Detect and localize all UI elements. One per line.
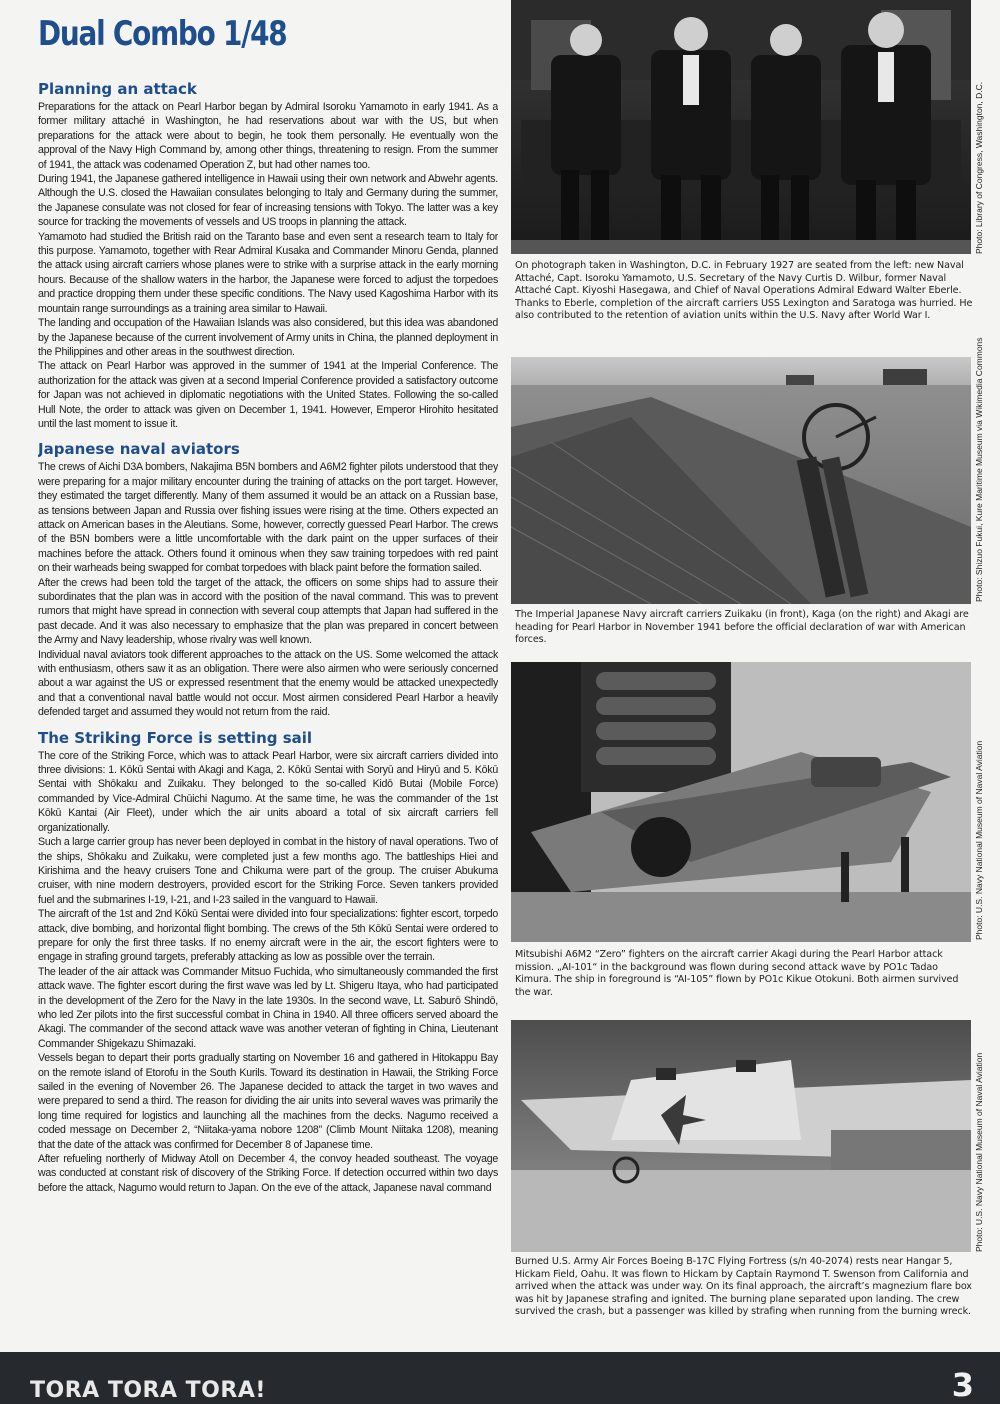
photo-credit: Photo: U.S. Navy National Museum of Naval Aviation: [974, 1052, 984, 1252]
photo-credit: Photo: Shizuo Fukui, Kure Maritime Museum via Wikimedia Commons: [974, 337, 984, 602]
paragraph: Individual naval aviators took different approaches to the attack on the US. Some welcomed the attack with enthusiasm, others saw it as an obligation. There were also airmen who were seriously concerned about a war against the US or expressed resentment that the enemy would be attacked unexpectedly and that a conventional naval battle would not occur. Most airmen considered Pearl Harbor a heavily defended target and assumed they would not return from the raid.: [38, 648, 498, 719]
photo-burned-b17: [511, 1020, 971, 1252]
paragraph: Yamamoto had studied the British raid on the Taranto base and even sent a research team to Italy for this purpose. Yamamoto, together with Rear Admiral Kusaka and Commander Minoru Genda, planned the attack using aircraft carriers whose planes were to strike with a surprise attack in the early morning hours. Because of the shallow waters in the harbor, the Japanese were forced to adjust the torpedoes and practice dropping them under these specific conditions. The Navy used Kagoshima Harbor with its mountain range surroundings as a training area similar to Hawaii.: [38, 230, 498, 315]
section-heading-aviators: Japanese naval aviators: [38, 440, 240, 459]
section-heading-striking-force: The Striking Force is setting sail: [38, 728, 313, 747]
paragraph: After refueling northerly of Midway Atoll on December 4, the convoy headed southeast. The voyage was conducted at constant risk of discovery of the Striking Force. If detection occurred within two days before the attack, Nagumo would return to Japan. On the eve of the attack, Japanese naval command: [38, 1153, 498, 1194]
photo-credit: Photo: Library of Congress, Washington, D.C.: [974, 81, 984, 254]
paragraph: The attack on Pearl Harbor was approved in the summer of 1941 at the Imperial Conference. The authorization for the attack was given at a second Imperial Conference provided a satisfactory outcome for Japan was not achieved in diplomatic negotiations with the United States. Following the so-called Hull Note, the order to attack was given on December 1, 1941. However, Emperor Hirohito hesitated until the last moment to issue it.: [38, 360, 498, 430]
photo-carriers-at-sea: [511, 357, 971, 604]
paragraph: The leader of the air attack was Commander Mitsuo Fuchida, who simultaneously commanded the first attack wave. The fighter escort during the first wave was led by Lt. Shigeru Itaya, who had participated in the development of the Zero for the Navy in the late 1930s. In the second wave, Lt. Saburō Shindō, who led Zer pilots into the first successful combat in China in 1940. All three officers served aboard the Akagi. The commander of the second attack wave was another veteran of fighting in China, Lieutenant Commander Shigekazu Shimazaki.: [38, 965, 498, 1050]
photo-carriers-image: [511, 357, 971, 604]
paragraph: During 1941, the Japanese gathered intelligence in Hawaii using their own network and Abwehr agents. Although the U.S. closed the Hawaiian consulates belonging to Italy and Germany during the summer, the Japanese consulate was not closed for fear of increasing tensions with Tokyo. The latter was a key source for tracking the movements of vessels and US troops in planning the attack.: [38, 173, 498, 229]
paragraph: After the crews had been told the target of the attack, the officers on some ships had to assure their subordinates that the plan was in accord with the position of the naval command. This was to prevent rumors that might have spread in connection with several coup attempts that Japan had suffered in the past decade. And it was also necessary to emphasize that the plan was prepared in concert between the Army and Navy leadership, whose rivalry was well known.: [38, 576, 498, 647]
article-text-column: [38, 80, 498, 1342]
paragraph: The landing and occupation of the Hawaiian Islands was also considered, but this idea was abandoned by the Japanese because of the current involvement of Army units in China, the planned deployment in the Philippines and other areas in the southwest direction.: [38, 317, 498, 358]
photo-officers-image: [511, 0, 971, 254]
photo-zero-image: [511, 662, 971, 942]
footer-title: TORA TORA TORA!: [30, 1378, 266, 1403]
photo-caption: The Imperial Japanese Navy aircraft carriers Zuikaku (in front), Kaga (on the right) and Akagi are heading for Pearl Harbor in November 1941 before the official declaration of war with American forces.: [515, 609, 969, 646]
page-footer: [0, 1352, 1000, 1404]
paragraph: The crews of Aichi D3A bombers, Nakajima B5N bombers and A6M2 fighter pilots understood that they were preparing for a major military encounter during the training of attacks on the port target. However, they estimated the target differently. Many of them assumed it would be an attack on a Russian base, as tensions between Japan and Russia over fishing issues were rising at the time. Others expected an attack on American bases in the Aleutians. Some, however, correctly guessed Pearl Harbor. The crews of the B5N bombers were a little uncomfortable with the dark paint on the upper surfaces of their machines before the attack. Others found it ominous when they saw training torpedoes with red paint on their warheads being swapped for combat torpedoes with black paint before the formation sailed.: [38, 461, 498, 575]
paragraph: The core of the Striking Force, which was to attack Pearl Harbor, were six aircraft carriers divided into three divisions: 1. Kōkū Sentai with Akagi and Kaga, 2. Kōkū Sentai with Soryū and Hiryū and 5. Kōkū Sentai with Shōkaku and Zuikaku. They belonged to the so-called Kidō Butai (Mobile Force) commanded by Vice-Admiral Chūichi Nagumo. At the same time, he was the commander of the 1st Kōkū Kantai (Air Fleet), under which the air units aboard a total of six aircraft carriers fell organizationally.: [38, 749, 498, 834]
section-heading-planning: Planning an attack: [38, 80, 197, 98]
page-title: Dual Combo 1/48: [38, 14, 287, 54]
photo-caption: On photograph taken in Washington, D.C. in February 1927 are seated from the left: new Naval Attaché, Capt. Isoroku Yamamoto, U.S. Secretary of the Navy Curtis D. Wilbur, former Naval Attaché Capt. Kiyoshi Hasegawa, and Chief of Naval Operations Admiral Edward Walter Eberle. Thanks to Eberle, completion of the aircraft carriers USS Lexington and Saratoga was hurried. He also contributed to the retention of aviation units within the U.S. Navy after World War I.: [515, 260, 973, 322]
photo-caption: Mitsubishi A6M2 “Zero” fighters on the aircraft carrier Akagi during the Pearl Harbor attack mission. „AI-101“ in the background was flown during second attack wave by PO1c Tadao Kimura. The ship in foreground is “AI-105” flown by PO1c Kikue Otokuni. Both airmen survived the war.: [515, 949, 959, 998]
photo-b17-image: [511, 1020, 971, 1252]
paragraph: Vessels began to depart their ports gradually starting on November 16 and gathered in Hitokappu Bay on the remote island of Etorofu in the South Kurils. Toward its destination in Hawaii, the Striking Force sailed in the evening of November 26. The Japanese decided to attack the target in two waves and were prepared to send a third. The reason for dividing the air units into several waves was primarily the long time required for logistics and launching all the machines from the decks. Nagumo received a coded message on December 2, “Niitaka-yama nobore 1208” (Climb Mount Niitaka 1208), meaning that the date of the attack was confirmed for December 8 of Japanese time.: [38, 1052, 498, 1151]
photo-officers-1927: [511, 0, 971, 254]
paragraph: Preparations for the attack on Pearl Harbor began by Admiral Isoroku Yamamoto in early 1941. As a former military attaché in Washington, he had reservations about war with the US, but when preparations for the attack were about to begin, he took them personally. He eventually won the approval of the Navy High Command by, among other things, threatening to resign. From the summer of 1941, the attack was codenamed Operation Z, but had other names too.: [38, 101, 498, 171]
paragraph: Such a large carrier group has never been deployed in combat in the history of naval operations. Two of the ships, Shōkaku and Zuikaku, were completed just a few months ago. The battleships Hiei and Kirishima and the heavy cruisers Tone and Chikuma were part of the group. The cruiser Abukuma cruiser, with nine modern destroyers, provided escort for the Striking Force. Seven tankers provided fuel and the submarines I-19, I-21, and I-23 sailed in the vanguard to Hawaii.: [38, 836, 498, 906]
photo-zero-fighters-akagi: [511, 662, 971, 942]
paragraph: The aircraft of the 1st and 2nd Kōkū Sentai were divided into four specializations: fighter escort, torpedo attack, dive bombing, and horizontal flight bombing. The crews of the 5th Kōkū Sentai were ordered to prepare for only the first three tasks. If no enemy aircraft were in the air, the escort fighters were to engage in strafing ground targets, preferably attacking as low as possible over the terrain.: [38, 908, 498, 964]
page-number: 3: [951, 1366, 974, 1404]
photo-credit: Photo: U.S. Navy National Museum of Naval Aviation: [974, 740, 984, 940]
photo-caption: Burned U.S. Army Air Forces Boeing B-17C Flying Fortress (s/n 40-2074) rests near Hangar 5, Hickam Field, Oahu. It was flown to Hickam by Captain Raymond T. Swenson from California and arrived when the attack was under way. On its final approach, the aircraft’s magnezium flare box was hit by Japanese strafing and ignited. The burning plane separated upon landing. The crew survived the crash, but a passenger was killed by strafing when running from the burning wreck.: [515, 1256, 972, 1318]
